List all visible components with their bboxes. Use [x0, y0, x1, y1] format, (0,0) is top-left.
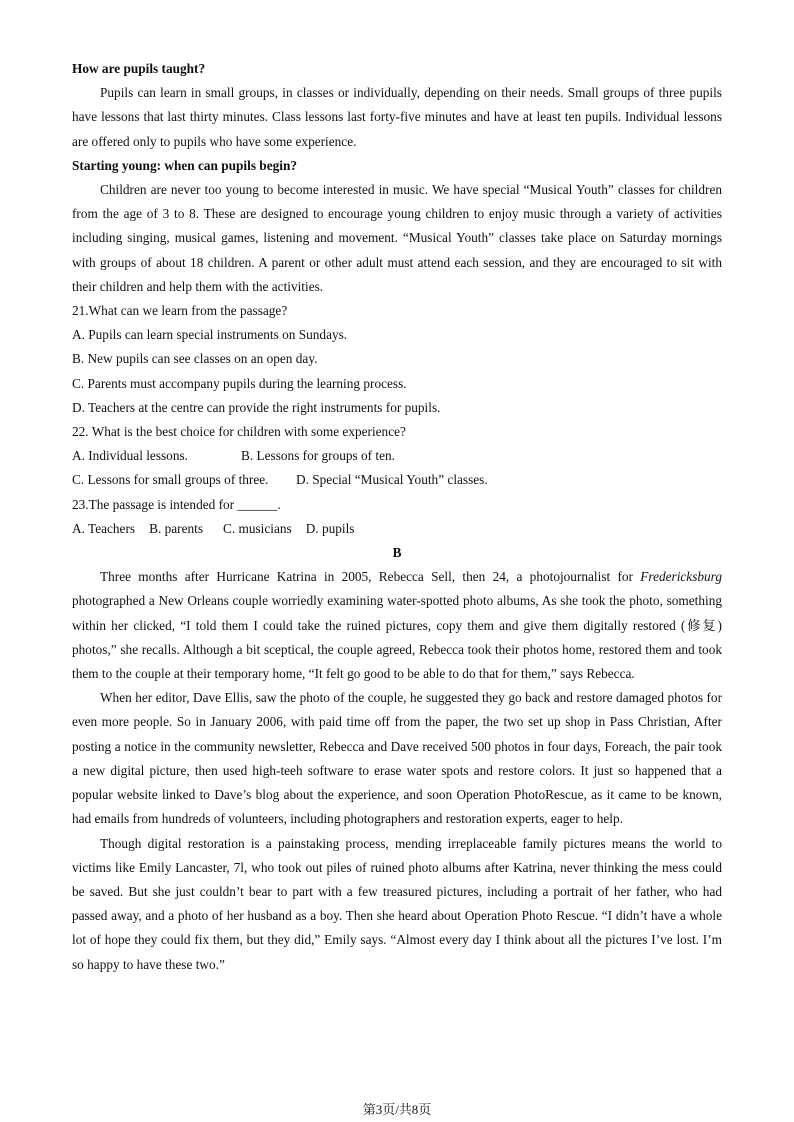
question-21-stem: 21.What can we learn from the passage? — [72, 303, 288, 319]
question-23-options — [72, 517, 722, 541]
page-content — [72, 57, 722, 977]
question-22-row-2 — [72, 468, 722, 492]
paragraph-rebecca — [72, 565, 722, 686]
paragraph-rebecca-start: Three months after Hurricane Katrina in 2005, Rebecca Sell, then 24, a photojournalist for — [100, 569, 641, 585]
page-number-footer: 第3页/共8页 — [362, 1102, 432, 1117]
question-23-option-d: D. pupils — [305, 520, 355, 536]
question-22-option-b: B. Lessons for groups of ten. — [241, 448, 396, 464]
question-22-row-1 — [72, 444, 722, 468]
newspaper-name: Fredericksburg — [640, 569, 722, 585]
paragraph-musical-youth: Children are never too young to become interested in music. We have special “Musical Youth” classes for children from the age of 3 to 8. These are designed to encourage young children to enjoy music through a variety of activities including singing, musical games, listening and movement. “Musical Youth” classes take place on Saturday mornings with groups of about 18 children. A parent or other adult must attend each session, and they are encouraged to sit with their children and help them with the activities. — [72, 182, 722, 294]
question-22-stem: 22. What is the best choice for children with some experience? — [72, 424, 406, 440]
question-23-option-c: C. musicians — [223, 520, 292, 536]
question-22-option-d: D. Special “Musical Youth” classes. — [296, 472, 488, 488]
question-22-option-c: C. Lessons for small groups of three. — [72, 472, 269, 488]
question-23-option-a: A. Teachers — [72, 520, 136, 536]
question-21-option-a: A. Pupils can learn special instruments on Sundays. — [72, 327, 348, 343]
paragraph-emily: Though digital restoration is a painstaking process, mending irreplaceable family pictures means the world to victims like Emily Lancaster, 7l, who took out piles of ruined photo albums after Katrina, never thinking the mess could be saved. But she just couldn’t bear to part with a few treasured pictures, including a portrait of her father, who had passed away, and a photo of her husband as a boy. Then she heard about Operation Photo Rescue. “I didn’t have a whole lot of hope they could fix them, but they did,” Emily says. “Almost every day I think about all the pictures I’ve lost. I’m so happy to have these two.” — [72, 835, 722, 972]
question-21-option-c: C. Parents must accompany pupils during the learning process. — [72, 375, 407, 391]
question-21-option-d: D. Teachers at the centre can provide the right instruments for pupils. — [72, 399, 441, 415]
question-23-stem: 23.The passage is intended for ______. — [72, 496, 281, 512]
question-22-option-a: A. Individual lessons. — [72, 448, 188, 464]
question-23-option-b: B. parents — [149, 520, 203, 536]
question-21-option-b: B. New pupils can see classes on an open day. — [72, 351, 318, 367]
section-b-title: B — [392, 545, 402, 561]
paragraph-rebecca-rest: photographed a New Orleans couple worriedly examining water-spotted photo albums, As she took the photo, something within her clicked, “I told them I could take the ruined pictures, copy them and give them digitally restored (修复) photos,” she recalls. Although a bit sceptical, the couple agreed, Rebecca took their photos home, restored them and took them to the couple at their temporary home, “It felt go good to be able to do that for them,” says Rebecca. — [72, 593, 722, 682]
heading-how-taught: How are pupils taught? — [72, 61, 206, 76]
paragraph-teaching: Pupils can learn in small groups, in classes or individually, depending on their needs. Small groups of three pupils have lessons that last thirty minutes. Class lessons last forty-five minutes and have at least ten pupils. Individual lessons are offered only to pupils who have some experience. — [72, 85, 722, 149]
heading-starting-young: Starting young: when can pupils begin? — [72, 157, 297, 173]
paragraph-dave-ellis: When her editor, Dave Ellis, saw the photo of the couple, he suggested they go back and restore damaged photos for even more people. So in January 2006, with paid time off from the paper, the two set up shop in Pass Christian, After posting a notice in the community newsletter, Rebecca and Dave received 500 photos in four days, Foreach, the pair took a new digital picture, then used high-teeh software to erase water spots and restore colors. It just so happened that a popular website linked to Dave’s blog about the experience, and soon Operation PhotoRescue, as it came to be known, had emails from hundreds of volunteers, including photographers and restoration experts, eager to help. — [72, 690, 722, 827]
